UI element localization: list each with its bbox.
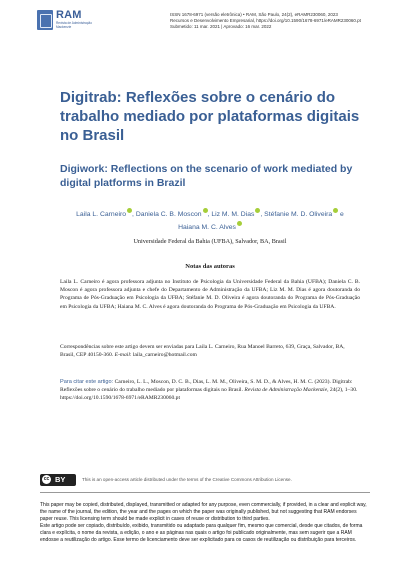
cc-by-badge[interactable] (40, 474, 76, 486)
journal-logo-icon (37, 10, 53, 30)
by-label: BY (55, 475, 66, 484)
author-1: Laila L. Carneiro (76, 211, 127, 218)
license-footer (40, 502, 370, 544)
orcid-icon[interactable] (237, 221, 242, 226)
citation-text-a: Carneiro, L. L., Moscon, D. C. B., Dias, L. M. M., Oliveira, S. M. D., & Alves, H. M. C. (2023). Digitrab: Reflexões sobre o cenário do trabalho mediado por plataformas digitais no Brasil. (60, 379, 353, 394)
correspondence-email[interactable]: : laila_carneiro@hotmail.com (129, 352, 197, 359)
meta-issn: ISSN 1678-6971 (versão eletrônica) • RAM, São Paulo, 24(2), eRAMR230060, 2023 (170, 12, 338, 17)
journal-logo-subtitle: Revista de Administração Mackenzie (56, 21, 92, 29)
meta-section-doi: Recursos e Desenvolvimento Empresarial, https://doi.org/10.1590/1678-6971/eRAMR230060.pt (170, 18, 361, 24)
citation-block (60, 378, 360, 403)
author-4: Stéfanie M. D. Oliveira (264, 211, 333, 218)
journal-meta (170, 12, 370, 31)
author-3: Liz M. M. Dias (211, 211, 255, 218)
author-5: Haiana M. C. Alves (178, 224, 236, 231)
author-2: Daniela C. B. Moscon (135, 211, 202, 218)
article-title-en: Digiwork: Reflections on the scenario of work mediated by digital platforms in Brazil (60, 163, 353, 189)
citation-label: Para citar este artigo: (60, 379, 114, 385)
author-affiliation: Universidade Federal da Bahia (UFBA), Salvador, BA, Brasil (133, 238, 287, 245)
notes-heading: Notas das autoras (185, 263, 235, 270)
divider (40, 492, 370, 493)
author-conjunction: e (338, 211, 344, 218)
journal-logo (37, 10, 93, 32)
meta-dates: Submetido: 11 mar. 2021 | Aprovado: 16 mar. 2022 (170, 24, 272, 30)
correspondence-text: Correspondências sobre este artigo devem ser enviadas para Laila L. Carneiro, Rua Manoel Barreto, 639, Graça, Salvador, BA, Brasil, CEP 40150-360. (60, 344, 345, 359)
citation-journal: Revista de Administração Mackenzie (244, 387, 328, 394)
author-list: Laila L. Carneiro , Daniela C. B. Moscon , Liz M. M. Dias , Stéfanie M. D. Oliveira e Haiana M. C. Alves (60, 208, 360, 234)
orcid-icon[interactable] (203, 208, 208, 213)
orcid-icon[interactable] (127, 208, 132, 213)
cc-icon: cc (43, 476, 50, 482)
email-label: E-mail (114, 352, 130, 359)
notes-body: Laila L. Carneiro é agora professora adjunta no Instituto de Psicologia da Universidade Federal da Bahia (UFBA); Daniela C. B. Moscon é agora professora adjunta e chefe do Departamento de Administração da UFBA; Liz M. M. Dias é agora doutoranda do Programa de Pós-Graduação em Psicologia da UFBA; Stéfanie M. D. Oliveira é agora doutoranda do Programa de Pós-Graduação em Psicologia da UFBA; Haiana M. C. Alves é agora doutoranda do Programa de Pós-Graduação em Psicologia da UFBA. (60, 279, 360, 310)
license-text-pt: Este artigo pode ser copiado, distribuído, exibido, transmitido ou adaptado para qualquer fim, mesmo que comercial, desde que citados, de forma clara e explícita, o nome da revista, a edição, o ano e as páginas nas quais o artigo foi publicado originalmente, mas sem sugerir que a RAM endosse a reutilização do artigo. Esse termo de licenciamento deve ser explicitado para os casos de reutilização ou distribuição para terceiros. (40, 523, 363, 543)
journal-logo-text: RAM (56, 9, 82, 21)
correspondence (60, 343, 360, 359)
license-text-en: This paper may be copied, distributed, displayed, transmitted or adapted for any purpose, even commercially, if provided, in a clear and explicit way, the name of the journal, the edition, the year and the pages on which the paper was originally published, but not suggesting that RAM endorses paper reuse. This licensing term should be made explicit in cases of reuse or distribution to third parties. (40, 502, 367, 522)
open-access-note: This is an open-access article distributed under the terms of the Creative Commons Attribution License. (82, 477, 292, 482)
article-title-pt: Digitrab: Reflexões sobre o cenário do trabalho mediado por plataformas digitais no Brasil (60, 89, 360, 144)
citation-text-b[interactable]: , 24(2), 1–30. https://doi.org/10.1590/1678-6971/eRAMR230060.pt (60, 387, 358, 402)
orcid-icon[interactable] (255, 208, 260, 213)
